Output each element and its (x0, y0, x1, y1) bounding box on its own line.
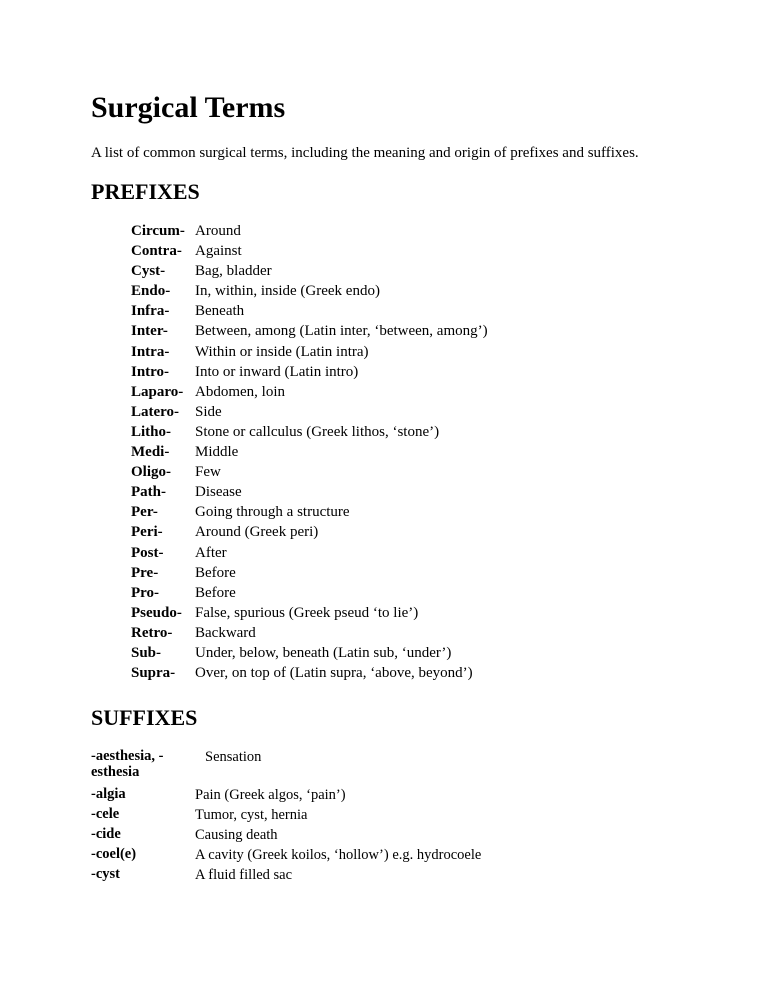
prefix-term: Inter- (131, 323, 168, 340)
prefix-row (131, 262, 488, 282)
prefix-meaning: In, within, inside (Greek endo) (195, 283, 380, 300)
prefix-row (131, 584, 488, 604)
prefix-row (131, 343, 488, 363)
prefix-meaning: Around (195, 223, 241, 239)
suffix-meaning: Tumor, cyst, hernia (195, 807, 308, 823)
suffixes-table (91, 748, 545, 886)
prefix-term: Peri- (131, 524, 163, 541)
prefix-row (131, 483, 488, 503)
suffix-row (91, 748, 545, 786)
suffix-row (91, 866, 545, 886)
prefix-term: Latero- (131, 403, 180, 420)
suffix-meaning: Causing death (195, 827, 278, 843)
prefix-meaning: Against (195, 243, 242, 260)
prefix-meaning: Before (195, 564, 236, 581)
prefix-row (131, 383, 488, 403)
suffix-row (91, 786, 545, 806)
prefix-row (131, 282, 488, 302)
prefix-meaning: Abdomen, loin (195, 383, 285, 400)
suffix-term: -cide (91, 826, 121, 842)
prefix-meaning: Beneath (195, 303, 245, 320)
prefix-meaning: Over, on top of (Latin supra, ‘above, beyond’) (195, 665, 473, 682)
prefix-row (131, 604, 488, 624)
prefix-meaning: Stone or callculus (Greek lithos, ‘stone’) (195, 423, 440, 440)
prefix-row (131, 644, 488, 664)
prefix-term: Per- (131, 504, 158, 521)
prefix-meaning: Into or inward (Latin intro) (195, 363, 359, 380)
prefix-term: Intro- (131, 363, 170, 380)
suffixes-heading: SUFFIXES (91, 705, 198, 730)
suffix-term: -aesthesia, -esthesia (91, 748, 164, 780)
prefix-term: Sub- (131, 644, 162, 661)
prefix-row (131, 624, 488, 644)
prefix-term: Pseudo- (131, 604, 182, 621)
suffix-term: -cele (91, 806, 120, 822)
prefix-meaning: Going through a structure (195, 504, 350, 521)
prefix-row (131, 322, 488, 342)
prefix-meaning: Around (Greek peri) (195, 524, 319, 541)
prefix-meaning: Between, among (Latin inter, ‘between, among’) (195, 323, 488, 340)
prefix-row (131, 423, 488, 443)
prefix-meaning: After (195, 544, 227, 561)
prefix-row (131, 544, 488, 564)
prefix-row (131, 564, 488, 584)
suffix-meaning: A cavity (Greek koilos, ‘hollow’) e.g. hydrocoele (195, 847, 482, 863)
intro-paragraph: A list of common surgical terms, including the meaning and origin of prefixes and suffixes. (91, 145, 639, 161)
prefix-term: Cyst- (131, 263, 166, 280)
suffix-row (91, 846, 545, 866)
suffix-term: -cyst (91, 866, 120, 882)
prefix-meaning: Bag, bladder (195, 263, 272, 280)
prefix-row (131, 463, 488, 483)
prefix-row (131, 302, 488, 322)
prefix-term: Endo- (131, 283, 171, 300)
prefix-term: Laparo- (131, 383, 184, 400)
prefix-meaning: Within or inside (Latin intra) (195, 343, 369, 360)
suffix-meaning: A fluid filled sac (195, 867, 293, 883)
suffix-term: -algia (91, 786, 126, 802)
prefix-term: Supra- (131, 665, 176, 682)
prefix-row (131, 503, 488, 523)
prefixes-table (131, 222, 488, 684)
prefixes-heading: PREFIXES (91, 179, 200, 204)
prefix-term: Retro- (131, 624, 173, 641)
suffix-meaning: Sensation (205, 749, 262, 765)
prefix-meaning: Before (195, 584, 236, 601)
prefix-meaning: Under, below, beneath (Latin sub, ‘under’) (195, 644, 452, 661)
prefix-row (131, 242, 488, 262)
prefix-term: Oligo- (131, 464, 171, 481)
prefix-row (131, 222, 488, 242)
prefix-meaning: Disease (195, 484, 242, 501)
prefix-meaning: Few (195, 464, 221, 481)
prefix-term: Pre- (131, 564, 159, 581)
prefix-row (131, 363, 488, 383)
prefix-row (131, 523, 488, 543)
suffix-row (91, 826, 545, 846)
prefix-term: Medi- (131, 444, 170, 461)
prefix-row (131, 403, 488, 423)
prefix-meaning: Middle (195, 444, 239, 461)
prefix-term: Path- (131, 484, 166, 501)
prefix-term: Litho- (131, 423, 172, 440)
prefix-meaning: Backward (195, 624, 256, 641)
prefix-term: Intra- (131, 343, 170, 360)
prefix-meaning: False, spurious (Greek pseud ‘to lie’) (195, 604, 419, 621)
prefix-row (131, 443, 488, 463)
suffix-term: -coel(e) (91, 846, 137, 862)
prefix-term: Circum- (131, 223, 185, 239)
prefix-term: Post- (131, 544, 164, 561)
suffix-row (91, 806, 545, 826)
prefix-term: Pro- (131, 584, 160, 601)
prefix-row (131, 664, 488, 684)
prefix-term: Contra- (131, 243, 182, 260)
prefix-meaning: Side (195, 403, 222, 420)
suffix-meaning: Pain (Greek algos, ‘pain’) (195, 787, 346, 803)
page-title: Surgical Terms (91, 91, 286, 124)
prefix-term: Infra- (131, 303, 170, 320)
